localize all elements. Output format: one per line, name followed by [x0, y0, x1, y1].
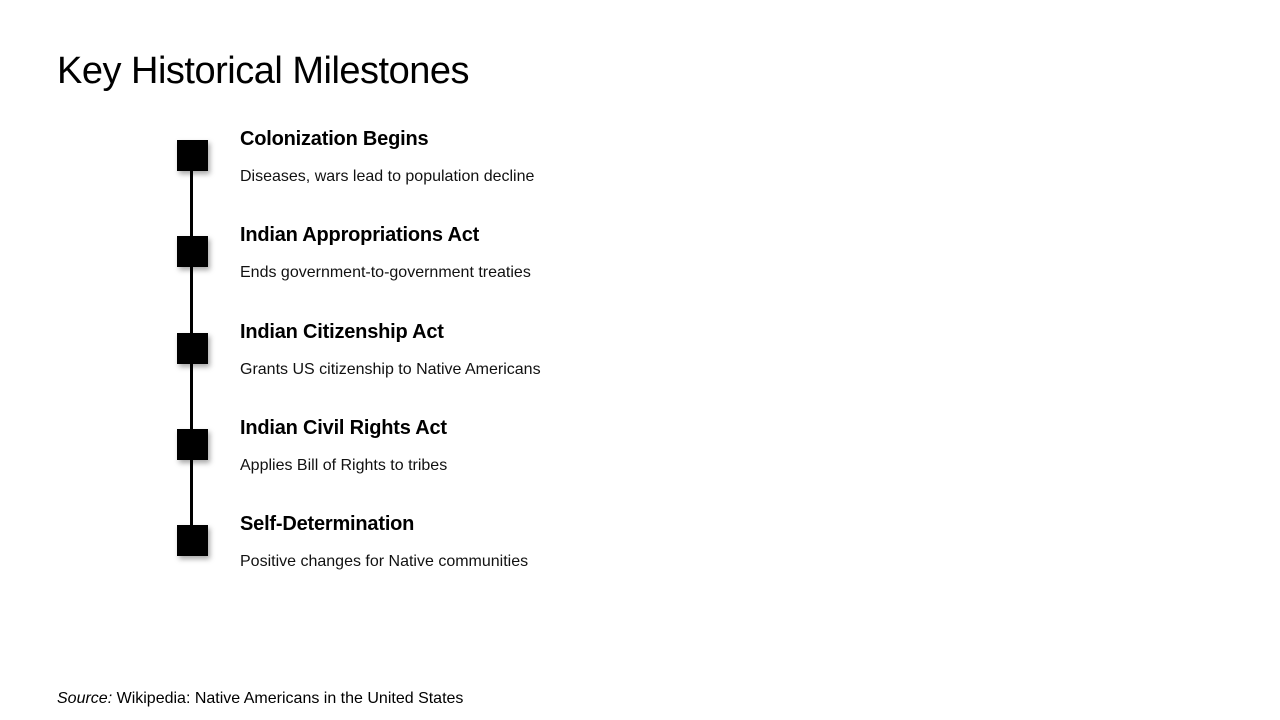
milestone-title: Colonization Begins: [240, 128, 429, 150]
milestone-description: Diseases, wars lead to population decline: [240, 168, 535, 185]
milestone-marker: [177, 236, 208, 267]
milestone-description: Grants US citizenship to Native Americans: [240, 360, 541, 378]
timeline-milestone: [0, 417, 800, 507]
timeline-milestone: [0, 128, 800, 218]
milestone-title: Indian Citizenship Act: [240, 320, 444, 343]
milestone-marker: [177, 333, 208, 364]
source-label: Source:: [57, 690, 113, 707]
milestone-title: Indian Appropriations Act: [240, 224, 480, 247]
timeline-milestone: [0, 224, 800, 314]
timeline-milestone: [0, 321, 800, 411]
source-citation: [57, 690, 463, 708]
milestone-title: Self-Determination: [240, 513, 415, 536]
milestone-marker: [177, 525, 208, 556]
page-title: Key Historical Milestones: [57, 50, 469, 92]
milestone-description: Applies Bill of Rights to tribes: [240, 456, 448, 474]
timeline-milestone: [0, 513, 800, 603]
milestone-description: Ends government-to-government treaties: [240, 264, 531, 282]
milestone-description: Positive changes for Native communities: [240, 553, 529, 571]
milestone-marker: [177, 140, 208, 171]
milestone-marker: [177, 429, 208, 460]
source-text: Wikipedia: Native Americans in the United States: [116, 690, 464, 707]
milestone-title: Indian Civil Rights Act: [240, 416, 447, 439]
